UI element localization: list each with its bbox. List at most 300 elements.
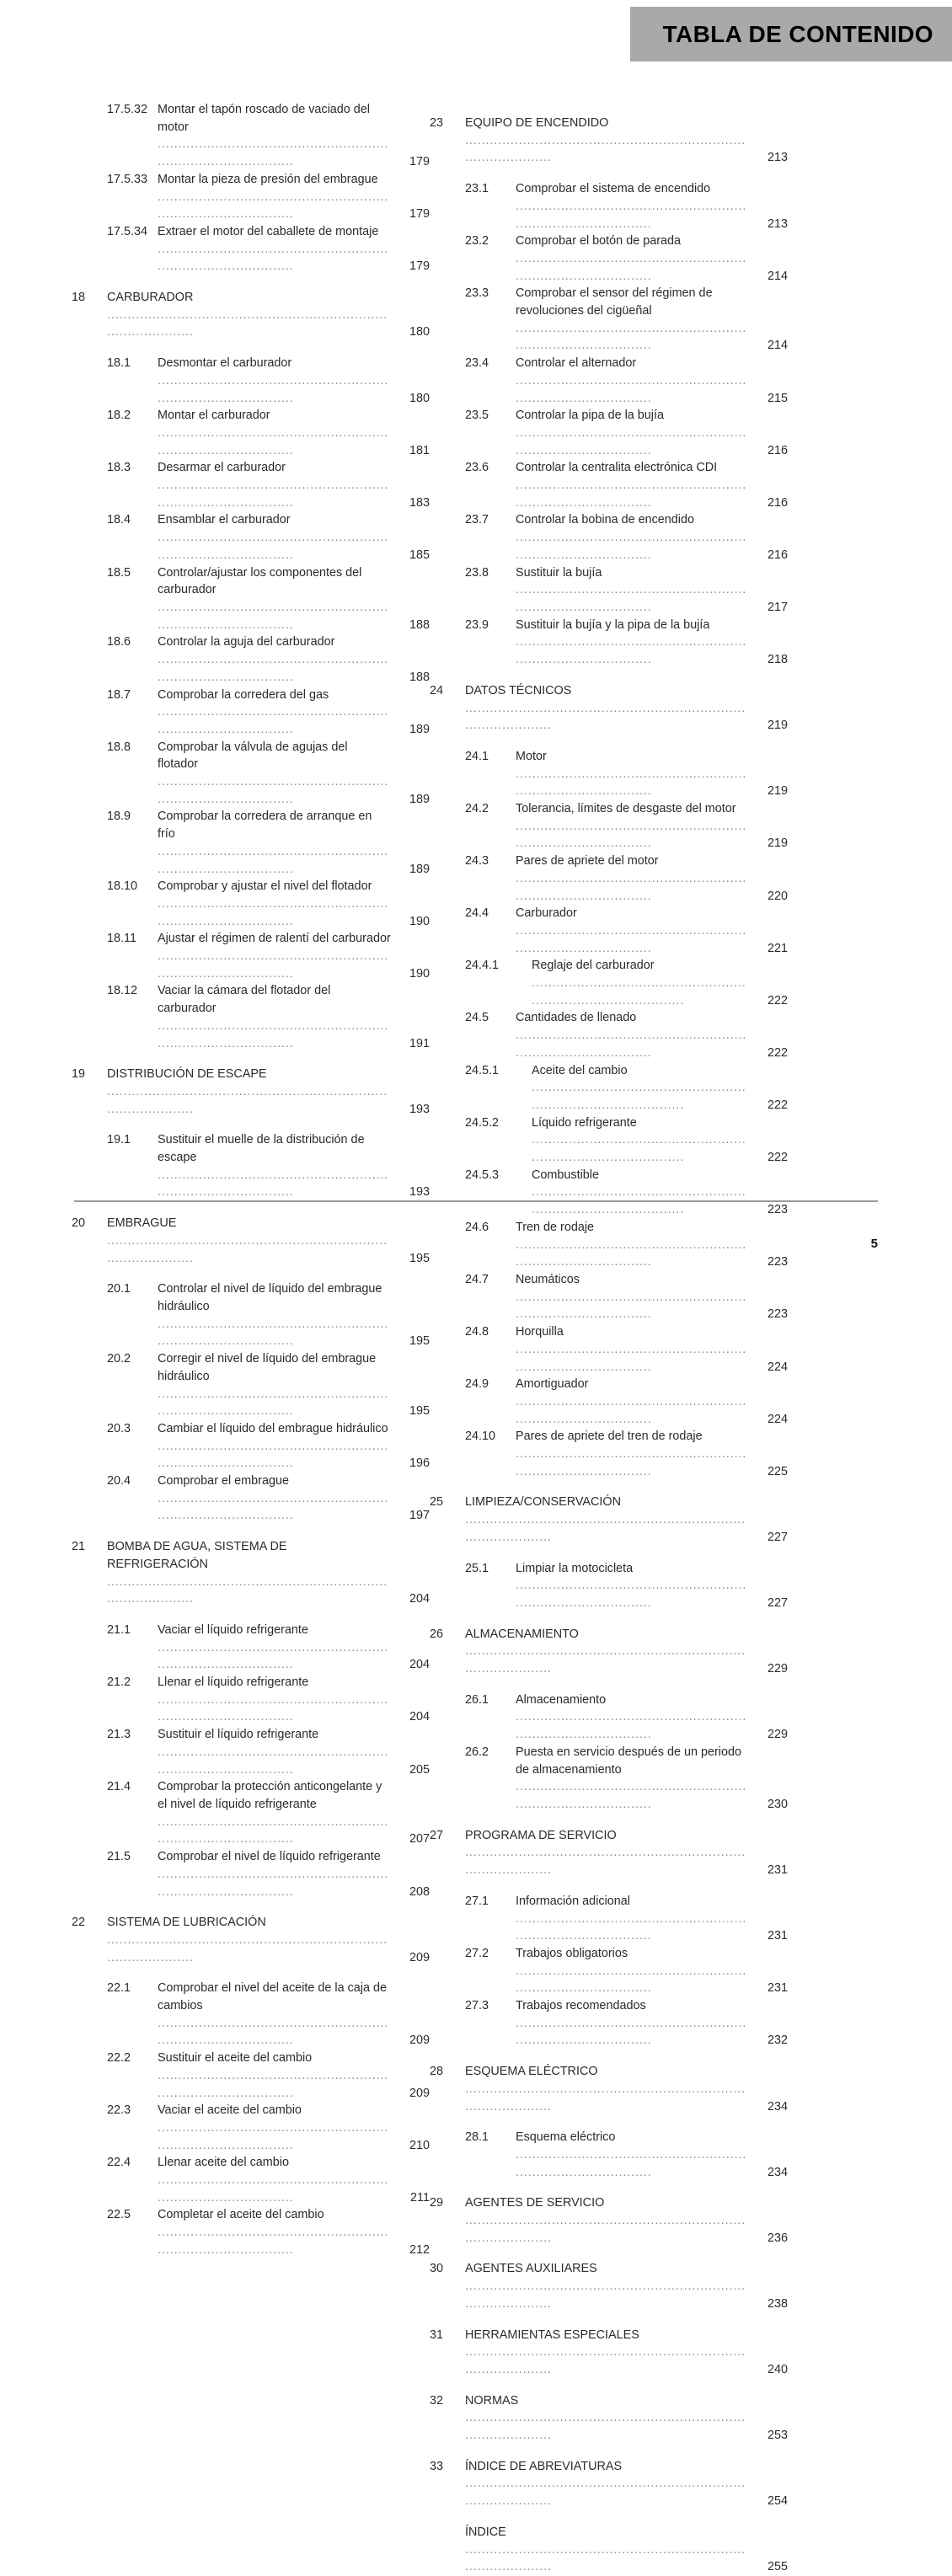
toc-entry-titlewrap [516, 1560, 749, 1612]
toc-entry-page: 221 [767, 941, 788, 955]
toc-entry-number: 22.5 [107, 2208, 131, 2222]
toc-entry-body [516, 407, 788, 459]
toc-entry-page: 225 [767, 1464, 788, 1478]
toc-entry[interactable] [430, 180, 788, 232]
toc-leader-dots: ......................................................................................... [516, 1237, 747, 1269]
toc-entry-title: DATOS TÉCNICOS [465, 683, 572, 697]
toc-entry-title: Trabajos obligatorios [516, 1946, 628, 1960]
toc-entry-title: Almacenamiento [516, 1692, 607, 1707]
toc-entry-page: 190 [409, 966, 430, 981]
toc-leader-dots: ......................................................................................... [516, 583, 747, 614]
toc-entry[interactable] [72, 878, 430, 930]
toc-entry-titlewrap [516, 617, 749, 669]
toc-entry-titlewrap [516, 800, 749, 852]
toc-entry[interactable] [72, 1280, 430, 1350]
toc-entry-body [158, 1420, 430, 1472]
toc-entry-titlewrap [516, 459, 749, 511]
toc-entry-page: 213 [767, 151, 788, 165]
toc-entry[interactable] [430, 407, 788, 459]
toc-entry[interactable] [430, 800, 788, 852]
toc-entry-titlewrap [158, 2102, 391, 2154]
toc-entry-number: 18 [72, 291, 86, 305]
toc-leader-dots: ......................................................................................... [158, 1439, 389, 1471]
toc-entry[interactable] [430, 2458, 788, 2510]
toc-entry-title: Extraer el motor del caballete de montaje [158, 224, 379, 238]
toc-entry[interactable] [430, 748, 788, 800]
toc-entry-title: Combustible [532, 1168, 599, 1182]
toc-entry[interactable] [430, 852, 788, 905]
toc-entry[interactable] [430, 2194, 788, 2247]
toc-entry[interactable] [430, 1744, 788, 1814]
toc-entry-body [158, 1350, 430, 1420]
toc-entry-body [158, 1848, 430, 1900]
toc-leader-dots: ......................................................................................... [516, 923, 747, 955]
toc-entry-titlewrap [158, 739, 391, 809]
toc-entry-titlewrap [158, 878, 391, 930]
toc-leader-dots: ......................................................................................... [516, 2147, 747, 2179]
toc-entry-titlewrap [158, 2206, 391, 2258]
toc-leader-dots: ......................................................................................... [465, 2411, 746, 2443]
toc-entry[interactable] [72, 407, 430, 459]
toc-entry-title: LIMPIEZA/CONSERVACIÓN [465, 1495, 621, 1510]
toc-entry[interactable] [430, 617, 788, 669]
toc-entry[interactable] [72, 1778, 430, 1848]
toc-leader-dots: ......................................................................................... [465, 2542, 746, 2574]
toc-entry-body [158, 1726, 430, 1778]
toc-entry[interactable] [72, 739, 430, 809]
toc-entry-page: 224 [767, 1360, 788, 1374]
toc-entry[interactable] [72, 982, 430, 1052]
toc-leader-dots: ......................................................................................... [158, 242, 389, 274]
toc-entry-title: Puesta en servicio después de un periodo de almacenamiento [516, 1745, 742, 1777]
toc-entry-number: 24.8 [465, 1325, 489, 1339]
toc-entry-titlewrap [158, 1848, 391, 1900]
toc-entry-page: 208 [409, 1884, 430, 1899]
toc-entry[interactable] [72, 633, 430, 686]
toc-entry-title: Montar la pieza de presión del embrague [158, 172, 378, 186]
toc-entry-page: 230 [767, 1797, 788, 1811]
toc-entry[interactable] [430, 1009, 788, 1061]
toc-leader-dots: ......................................................................................... [516, 1342, 747, 1374]
toc-entry-number: 25 [430, 1495, 444, 1510]
toc-entry[interactable] [430, 2260, 788, 2312]
toc-entry-title: Líquido refrigerante [532, 1115, 637, 1130]
toc-entry[interactable] [72, 1980, 430, 2050]
toc-entry-body [158, 1778, 430, 1848]
toc-entry[interactable] [430, 957, 788, 1009]
toc-entry-titlewrap [465, 1827, 749, 1879]
toc-entry-body [158, 2050, 430, 2102]
toc-leader-dots: ......................................................................................... [158, 844, 389, 876]
toc-entry-title: BOMBA DE AGUA, SISTEMA DE REFRIGERACIÓN [107, 1540, 287, 1571]
toc-entry-page: 254 [767, 2494, 788, 2509]
toc-entry[interactable] [72, 2154, 430, 2206]
toc-leader-dots: ......................................................................................... [158, 1640, 389, 1672]
toc-leader-dots: ......................................................................................... [516, 1394, 747, 1426]
toc-entry[interactable] [430, 1997, 788, 2050]
toc-entry-title: Controlar la pipa de la bujía [516, 409, 664, 423]
toc-page-body [0, 101, 952, 2574]
toc-entry-titlewrap [465, 2194, 749, 2247]
toc-entry[interactable] [72, 687, 430, 739]
toc-entry-page: 205 [409, 1762, 430, 1777]
toc-entry[interactable] [430, 2129, 788, 2181]
toc-entry[interactable] [72, 1538, 430, 1608]
toc-entry-page: 224 [767, 1412, 788, 1426]
toc-entry-titlewrap [158, 1472, 391, 1525]
toc-entry-body [158, 982, 430, 1052]
toc-leader-dots: ......................................................................................... [107, 1233, 388, 1265]
toc-entry-body [158, 930, 430, 982]
toc-entry-body [516, 1893, 788, 1945]
toc-entry-page: 189 [409, 792, 430, 806]
toc-entry-body [158, 355, 430, 407]
toc-leader-dots: ......................................................................................... [516, 1290, 747, 1322]
toc-entry-titlewrap [516, 511, 749, 564]
toc-entry-title: Controlar la bobina de encendido [516, 513, 695, 527]
toc-entry-page: 209 [409, 2086, 430, 2100]
toc-entry[interactable] [430, 1114, 788, 1167]
toc-entry-number: 21.2 [107, 1675, 131, 1690]
toc-leader-dots: ......................................................................................... [158, 1692, 389, 1724]
toc-entry-title: Neumáticos [516, 1273, 580, 1286]
toc-entry-title: Comprobar el nivel del aceite de la caja de cambios [158, 1981, 387, 2013]
toc-entry[interactable] [430, 1428, 788, 1480]
toc-entry-titlewrap [516, 1009, 749, 1061]
toc-entry-number: 27 [430, 1828, 444, 1842]
toc-entry-page: 236 [767, 2231, 788, 2245]
toc-leader-dots: ......................................................................................... [158, 1317, 389, 1349]
toc-entry-title: Amortiguador [516, 1377, 589, 1392]
toc-leader-dots: ......................................................................................... [107, 1932, 388, 1964]
toc-entry-body [516, 285, 788, 355]
toc-entry-number: 22.1 [107, 1981, 131, 1996]
toc-entry-number: 24.5 [465, 1011, 489, 1025]
toc-entry-number: 23 [430, 116, 444, 130]
toc-entry-titlewrap [465, 2327, 749, 2379]
toc-entry[interactable] [430, 232, 788, 285]
toc-entry-titlewrap [516, 355, 749, 407]
toc-entry[interactable] [430, 2063, 788, 2115]
toc-entry-titlewrap [465, 115, 749, 167]
toc-entry-body [465, 2260, 788, 2312]
toc-entry[interactable] [430, 115, 788, 167]
toc-entry-title: Comprobar y ajustar el nivel del flotador [158, 879, 372, 894]
toc-entry-titlewrap [532, 1167, 749, 1219]
toc-entry-body [465, 682, 788, 735]
toc-entry-body [516, 511, 788, 564]
toc-entry-page: 180 [409, 325, 430, 339]
toc-entry-titlewrap [158, 1622, 391, 1674]
toc-entry-body [158, 2154, 430, 2206]
toc-entry-titlewrap [532, 1114, 749, 1167]
toc-entry-titlewrap [516, 748, 749, 800]
toc-entry-page: 189 [409, 722, 430, 736]
toc-entry[interactable] [430, 1062, 788, 1114]
toc-entry-number: 23.9 [465, 617, 489, 632]
toc-entry[interactable] [430, 1893, 788, 1945]
toc-entry[interactable] [72, 1914, 430, 1966]
toc-entry-page: 211 [410, 2190, 430, 2205]
toc-entry[interactable] [72, 223, 430, 275]
toc-entry-number: 18.6 [107, 635, 131, 649]
toc-entry[interactable] [430, 2327, 788, 2379]
toc-entry-title: Vaciar la cámara del flotador del carburador [158, 984, 331, 1016]
toc-entry-body [465, 2458, 788, 2510]
toc-entry[interactable] [72, 1674, 430, 1726]
toc-entry-body [516, 1323, 788, 1376]
toc-entry-title: Sustituir el líquido refrigerante [158, 1728, 319, 1742]
toc-entry-body [158, 739, 430, 809]
toc-entry-titlewrap [158, 1350, 391, 1420]
toc-entry[interactable] [430, 355, 788, 407]
toc-entry-titlewrap [158, 171, 391, 223]
toc-leader-dots: ......................................................................................... [516, 767, 747, 799]
toc-entry[interactable] [72, 171, 430, 223]
toc-entry[interactable] [430, 1376, 788, 1428]
toc-entry[interactable] [430, 1560, 788, 1612]
page-number: 5 [870, 1237, 878, 1251]
toc-entry[interactable] [72, 289, 430, 341]
toc-entry-title: DISTRIBUCIÓN DE ESCAPE [107, 1067, 267, 1082]
toc-entry-number: 22 [72, 1916, 86, 1930]
toc-entry-titlewrap [158, 808, 391, 878]
toc-entry-number: 24.4 [465, 906, 489, 921]
toc-leader-dots: ......................................................................................... [532, 1133, 746, 1165]
toc-entry-body [158, 1472, 430, 1525]
toc-entry-body [516, 2129, 788, 2181]
toc-entry-body [516, 1428, 788, 1480]
toc-entry-body [158, 564, 430, 634]
toc-entry[interactable] [72, 808, 430, 878]
toc-entry-titlewrap [465, 2392, 749, 2445]
toc-entry-page: 227 [767, 1595, 788, 1610]
toc-entry-page: 183 [409, 495, 430, 510]
toc-entry[interactable] [430, 682, 788, 735]
toc-entry[interactable] [430, 285, 788, 355]
toc-entry-body [107, 1538, 430, 1608]
footer-divider [74, 1200, 878, 1202]
toc-entry[interactable] [430, 1323, 788, 1376]
toc-entry[interactable] [430, 905, 788, 957]
toc-entry-title: ESQUEMA ELÉCTRICO [465, 2065, 598, 2079]
toc-leader-dots: ......................................................................................... [158, 1814, 389, 1846]
toc-entry-page: 222 [767, 1151, 788, 1165]
toc-entry-titlewrap [158, 2050, 391, 2102]
toc-entry-page: 223 [767, 1255, 788, 1269]
toc-entry[interactable] [430, 1219, 788, 1271]
toc-leader-dots: ......................................................................................... [158, 1745, 389, 1777]
toc-entry[interactable] [72, 2050, 430, 2102]
toc-entry-number: 18.5 [107, 565, 131, 580]
toc-entry[interactable] [72, 2102, 430, 2154]
toc-entry-page: 197 [409, 1509, 430, 1523]
toc-entry-page: 216 [767, 548, 788, 562]
toc-entry-number: 24.10 [465, 1430, 496, 1444]
toc-entry-title: AGENTES AUXILIARES [465, 2262, 597, 2276]
toc-entry[interactable] [430, 1692, 788, 1744]
toc-entry-page: 222 [767, 1098, 788, 1112]
toc-entry-body [158, 878, 430, 930]
toc-entry-titlewrap [516, 1744, 749, 1814]
toc-entry-number: 30 [430, 2262, 444, 2276]
toc-entry-body [465, 1626, 788, 1678]
toc-entry-number: 20.3 [107, 1421, 131, 1435]
toc-entry[interactable] [430, 511, 788, 564]
toc-entry-page: 213 [767, 216, 788, 231]
toc-entry[interactable] [72, 1215, 430, 1267]
toc-entry[interactable] [72, 930, 430, 982]
toc-entry-number: 24.6 [465, 1220, 489, 1234]
toc-entry-titlewrap [158, 459, 391, 511]
toc-entry[interactable] [72, 101, 430, 171]
toc-entry[interactable] [430, 459, 788, 511]
toc-entry-number: 22.3 [107, 2103, 131, 2118]
toc-entry[interactable] [430, 2524, 788, 2576]
toc-entry-body [516, 1692, 788, 1744]
toc-leader-dots: ......................................................................................... [532, 1185, 746, 1217]
toc-header-bar [630, 7, 952, 61]
toc-entry-number: 24.5.2 [465, 1115, 500, 1130]
toc-entry-body [516, 748, 788, 800]
toc-leader-dots: ......................................................................................... [158, 137, 389, 169]
toc-entry[interactable] [430, 1945, 788, 1997]
toc-entry-body [158, 1280, 430, 1350]
toc-entry[interactable] [430, 564, 788, 617]
toc-entry[interactable] [72, 1848, 430, 1900]
toc-entry-title: HERRAMIENTAS ESPECIALES [465, 2327, 639, 2342]
toc-leader-dots: ......................................................................................... [516, 531, 747, 562]
toc-entry-body [516, 617, 788, 669]
toc-entry[interactable] [72, 2206, 430, 2258]
toc-leader-dots: ......................................................................................... [516, 1710, 747, 1742]
toc-entry-body [158, 459, 430, 511]
toc-entry-body [516, 459, 788, 511]
toc-entry-title: Ajustar el régimen de ralentí del carburador [158, 932, 391, 946]
toc-entry-titlewrap [532, 1062, 749, 1114]
toc-entry-body [158, 1980, 430, 2050]
toc-leader-dots: ......................................................................................... [158, 478, 389, 510]
toc-entry[interactable] [430, 1827, 788, 1879]
toc-entry-page: 179 [409, 259, 430, 274]
toc-entry-page: 195 [409, 1404, 430, 1419]
toc-entry-titlewrap [465, 2458, 749, 2510]
toc-entry[interactable] [430, 1494, 788, 1546]
toc-entry-body [516, 180, 788, 232]
toc-entry-page: 181 [409, 443, 430, 457]
toc-entry[interactable] [72, 1131, 430, 1201]
toc-entry[interactable] [72, 355, 430, 407]
toc-leader-dots: ......................................................................................... [516, 1579, 747, 1610]
toc-entry-body [107, 1914, 430, 1966]
toc-entry-number: 23.8 [465, 565, 489, 580]
toc-entry-titlewrap [158, 633, 391, 686]
toc-entry[interactable] [430, 1271, 788, 1323]
toc-entry[interactable] [72, 511, 430, 564]
toc-leader-dots: ......................................................................................... [465, 2279, 746, 2311]
toc-entry[interactable] [72, 1622, 430, 1674]
toc-entry-page: 232 [767, 2034, 788, 2048]
toc-entry[interactable] [72, 459, 430, 511]
toc-entry-number: 18.9 [107, 810, 131, 824]
toc-entry-title: Horquilla [516, 1325, 564, 1339]
toc-entry-page: 234 [767, 2165, 788, 2179]
toc-entry-page: 216 [767, 495, 788, 510]
toc-entry-number: 21.1 [107, 1622, 131, 1637]
toc-entry-title: ALMACENAMIENTO [465, 1627, 579, 1641]
toc-entry-body [465, 2392, 788, 2445]
toc-entry-body [158, 171, 430, 223]
toc-leader-dots: ......................................................................................... [516, 199, 747, 231]
toc-entry-body [465, 2327, 788, 2379]
toc-entry-title: Tolerancia, límites de desgaste del motor [516, 802, 736, 816]
toc-entry-title: Llenar aceite del cambio [158, 2156, 289, 2170]
toc-entry[interactable] [430, 1167, 788, 1219]
toc-entry[interactable] [72, 1420, 430, 1472]
toc-entry-number: 20.1 [107, 1282, 131, 1296]
toc-entry-titlewrap [158, 982, 391, 1052]
toc-entry-titlewrap [158, 1420, 391, 1472]
toc-entry-body [516, 1744, 788, 1814]
toc-entry-page: 209 [409, 1950, 430, 1964]
toc-entry-title: Comprobar el sistema de encendido [516, 182, 711, 196]
toc-entry[interactable] [430, 1626, 788, 1678]
toc-entry[interactable] [430, 2392, 788, 2445]
toc-entry-page: 229 [767, 1662, 788, 1676]
toc-entry-titlewrap [465, 2063, 749, 2115]
toc-entry-number: 18.12 [107, 984, 138, 998]
toc-entry-title: Limpiar la motocicleta [516, 1561, 634, 1575]
toc-entry-page: 223 [767, 1203, 788, 1217]
toc-entry-title: Montar el carburador [158, 409, 270, 423]
toc-entry[interactable] [72, 1726, 430, 1778]
toc-entry-page: 207 [409, 1832, 430, 1846]
toc-entry-page: 214 [767, 339, 788, 353]
toc-entry[interactable] [72, 1350, 430, 1420]
toc-entry[interactable] [72, 1066, 430, 1118]
toc-entry-titlewrap [107, 289, 391, 341]
toc-leader-dots: ......................................................................................... [516, 1780, 747, 1811]
toc-entry-body [516, 1945, 788, 1997]
toc-leader-dots: ......................................................................................... [465, 1846, 746, 1878]
toc-entry[interactable] [72, 564, 430, 634]
toc-entry-page: 220 [767, 889, 788, 903]
toc-entry-number: 32 [430, 2393, 444, 2408]
toc-entry-body [158, 687, 430, 739]
toc-entry-title: Controlar la aguja del carburador [158, 635, 335, 649]
toc-entry-number: 24.5.1 [465, 1063, 500, 1077]
toc-leader-dots: ......................................................................................... [158, 775, 389, 806]
toc-entry-page: 180 [409, 391, 430, 405]
toc-entry-number: 24.7 [465, 1273, 489, 1286]
toc-entry-titlewrap [158, 355, 391, 407]
toc-entry-number: 26.2 [465, 1745, 489, 1759]
toc-entry-title: Sustituir el muelle de la distribución de escape [158, 1133, 365, 1165]
toc-entry-titlewrap [158, 930, 391, 982]
toc-entry-number: 33 [430, 2459, 444, 2473]
toc-leader-dots: ......................................................................................... [158, 600, 389, 632]
toc-entry-titlewrap [516, 1271, 749, 1323]
toc-entry-page: 190 [409, 914, 430, 928]
toc-entry-page: 216 [767, 443, 788, 457]
toc-entry-page: 238 [767, 2296, 788, 2311]
toc-entry-titlewrap [158, 1131, 391, 1201]
toc-leader-dots: ......................................................................................... [158, 1168, 389, 1200]
toc-entry[interactable] [72, 1472, 430, 1525]
toc-entry-body [516, 905, 788, 957]
toc-entry-title: Controlar la centralita electrónica CDI [516, 461, 718, 475]
toc-entry-title: Tren de rodaje [516, 1220, 595, 1234]
